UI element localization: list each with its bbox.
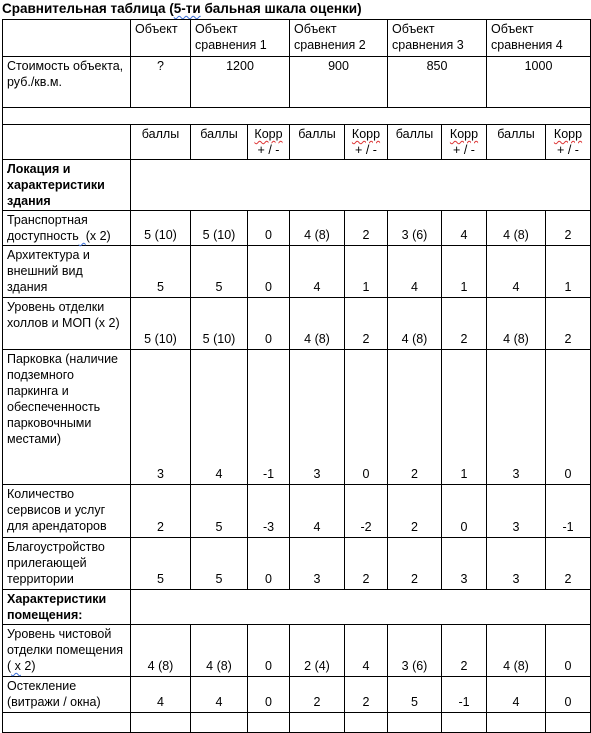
header-comparison-3: Объект сравнения 3 [388, 20, 487, 57]
row-label: Парковка (наличие подземного паркинга и обеспеченность парковочными местами) [3, 350, 131, 485]
corr-label: Корр + / - [345, 125, 388, 160]
table-row: Благоустройство прилегающей территории 5 5 0 3 2 2 3 3 2 [3, 538, 591, 590]
header-comparison-1: Объект сравнения 1 [191, 20, 290, 57]
section-location: Локация и характеристики здания [3, 160, 131, 211]
section-row [3, 160, 591, 211]
cost-label: Стоимость объекта, руб./кв.м. [3, 57, 131, 108]
cost-c1: 1200 [191, 57, 290, 108]
table-row: Остекление (витражи / окна) 4 4 0 2 2 5 -1 4 0 [3, 677, 591, 713]
corr-label: Корр + / - [546, 125, 591, 160]
cost-c4: 1000 [487, 57, 591, 108]
row-label: Благоустройство прилегающей территории [3, 538, 131, 590]
table-row: Уровень чистовой отделки помещения ( х 2) 4 (8) 4 (8) 0 2 (4) 4 3 (6) 2 4 (8) 0 [3, 625, 591, 677]
comparison-table [2, 19, 591, 733]
corr-label: Корр + / - [442, 125, 487, 160]
table-row [3, 713, 591, 733]
points-label: баллы [131, 125, 191, 160]
header-comparison-2: Объект сравнения 2 [290, 20, 388, 57]
page-title: Сравнительная таблица (5-ти бальная шкала оценки) [2, 1, 362, 16]
header-row [3, 20, 591, 57]
table-row: Транспортная доступность (х 2) 5 (10) 5 (10) 0 4 (8) 2 3 (6) 4 4 (8) 2 [3, 211, 591, 246]
cost-c2: 900 [290, 57, 388, 108]
corr-label: Корр + / - [248, 125, 290, 160]
header-object: Объект [131, 20, 191, 57]
row-label: Уровень чистовой отделки помещения ( х 2) [3, 625, 131, 677]
table-row: Архитектура и внешний вид здания 5 5 0 4 1 4 1 4 1 [3, 246, 591, 298]
row-label: Остекление (витражи / окна) [3, 677, 131, 713]
subheader-row [3, 125, 591, 160]
points-label: баллы [191, 125, 248, 160]
row-label: Уровень отделки холлов и МОП (х 2) [3, 298, 131, 350]
spacer-row [3, 108, 591, 125]
cost-object: ? [131, 57, 191, 108]
section-premises: Характеристики помещения: [3, 590, 131, 625]
cost-c3: 850 [388, 57, 487, 108]
table-row: Уровень отделки холлов и МОП (х 2) 5 (10) 5 (10) 0 4 (8) 2 4 (8) 2 4 (8) 2 [3, 298, 591, 350]
points-label: баллы [487, 125, 546, 160]
table-row: Количество сервисов и услуг для арендаторов 2 5 -3 4 -2 2 0 3 -1 [3, 485, 591, 538]
row-label: Архитектура и внешний вид здания [3, 246, 131, 298]
cost-row [3, 57, 591, 108]
row-label: Транспортная доступность (х 2) [3, 211, 131, 246]
section-row [3, 590, 591, 625]
header-comparison-4: Объект сравнения 4 [487, 20, 591, 57]
points-label: баллы [290, 125, 345, 160]
table-row: Парковка (наличие подземного паркинга и обеспеченность парковочными местами) 3 4 -1 3 0 2 1 3 0 [3, 350, 591, 485]
title-marked-word: 5-ти [173, 1, 201, 16]
row-label: Количество сервисов и услуг для арендаторов [3, 485, 131, 538]
points-label: баллы [388, 125, 442, 160]
